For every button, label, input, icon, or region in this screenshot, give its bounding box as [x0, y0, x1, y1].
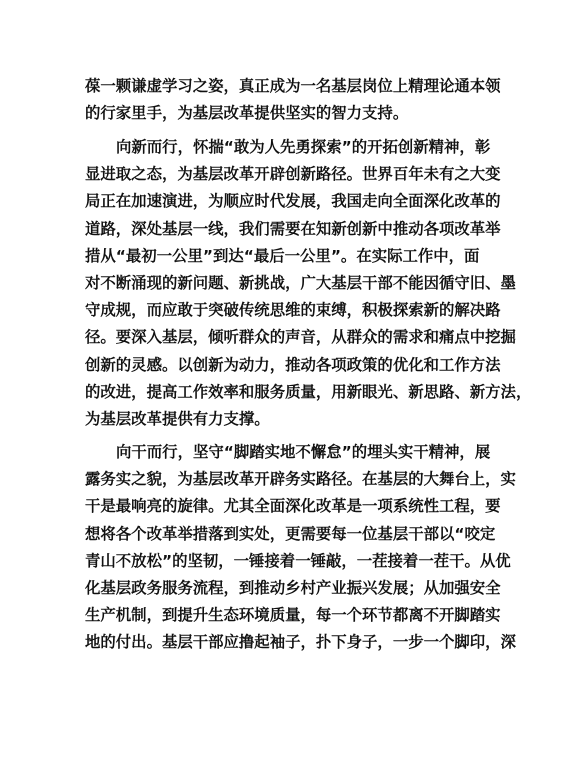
paragraph-line: 葆一颗谦虚学习之姿，真正成为一名基层岗位上精理论通本领	[85, 77, 501, 95]
paragraph-line: 想将各个改革举措落到实处，更需要每一位基层干部以“咬定	[85, 524, 496, 543]
paragraph-1	[85, 73, 505, 127]
paragraph-line: 露务实之貌，为基层改革开辟务实路径。在基层的大舞台上，实	[85, 470, 516, 489]
paragraph-3	[85, 439, 516, 657]
paragraph-line: 向新而行，怀揣“敢为人先勇探索”的开拓创新精神，彰	[116, 138, 491, 156]
paragraph-line: 的行家里手，为基层改革提供坚实的智力支持。	[85, 104, 409, 123]
paragraph-line: 径。要深入基层，倾听群众的声音，从群众的需求和痛点中挖掘	[85, 328, 516, 347]
paragraph-line: 措从“最初一公里”到达“最后一公里”。在实际工作中，面	[85, 246, 480, 265]
paragraph-line: 向干而行，坚守“脚踏实地不懈怠”的埋头实干精神，展	[116, 443, 491, 461]
paragraph-line: 化基层政务服务流程，到推动乡村产业振兴发展；从加强安全	[85, 578, 501, 597]
paragraph-line: 道路，深处基层一线，我们需要在知新创新中推动各项改革举	[85, 219, 501, 238]
paragraph-line: 对不断涌现的新问题、新挑战，广大基层干部不能因循守旧、墨	[85, 273, 516, 292]
paragraph-line: 地的付出。基层干部应撸起袖子，扑下身子，一步一个脚印，深	[85, 633, 516, 652]
paragraph-line: 的改进，提高工作效率和服务质量，用新眼光、新思路、新方法，	[85, 382, 532, 401]
paragraph-line: 青山不放松”的坚韧，一锤接着一锤敲，一茬接着一茬干。从优	[85, 551, 511, 570]
paragraph-line: 生产机制，到提升生态环境质量，每一个环节都离不开脚踏实	[85, 606, 501, 625]
paragraph-line: 为基层改革提供有力支撑。	[85, 409, 270, 428]
paragraph-line: 守成规，而应敢于突破传统思维的束缚，积极探索新的解决路	[85, 301, 501, 320]
paragraph-line: 显进取之态，为基层改革开辟创新路径。世界百年未有之大变	[85, 165, 501, 184]
paragraph-line: 干是最响亮的旋律。尤其全面深化改革是一项系统性工程，要	[85, 497, 501, 516]
paragraph-line: 局正在加速演进，为顺应时代发展，我国走向全面深化改革的	[85, 192, 501, 211]
paragraph-2	[85, 134, 532, 433]
paragraph-line: 创新的灵感。以创新为动力，推动各项政策的优化和工作方法	[85, 355, 501, 374]
